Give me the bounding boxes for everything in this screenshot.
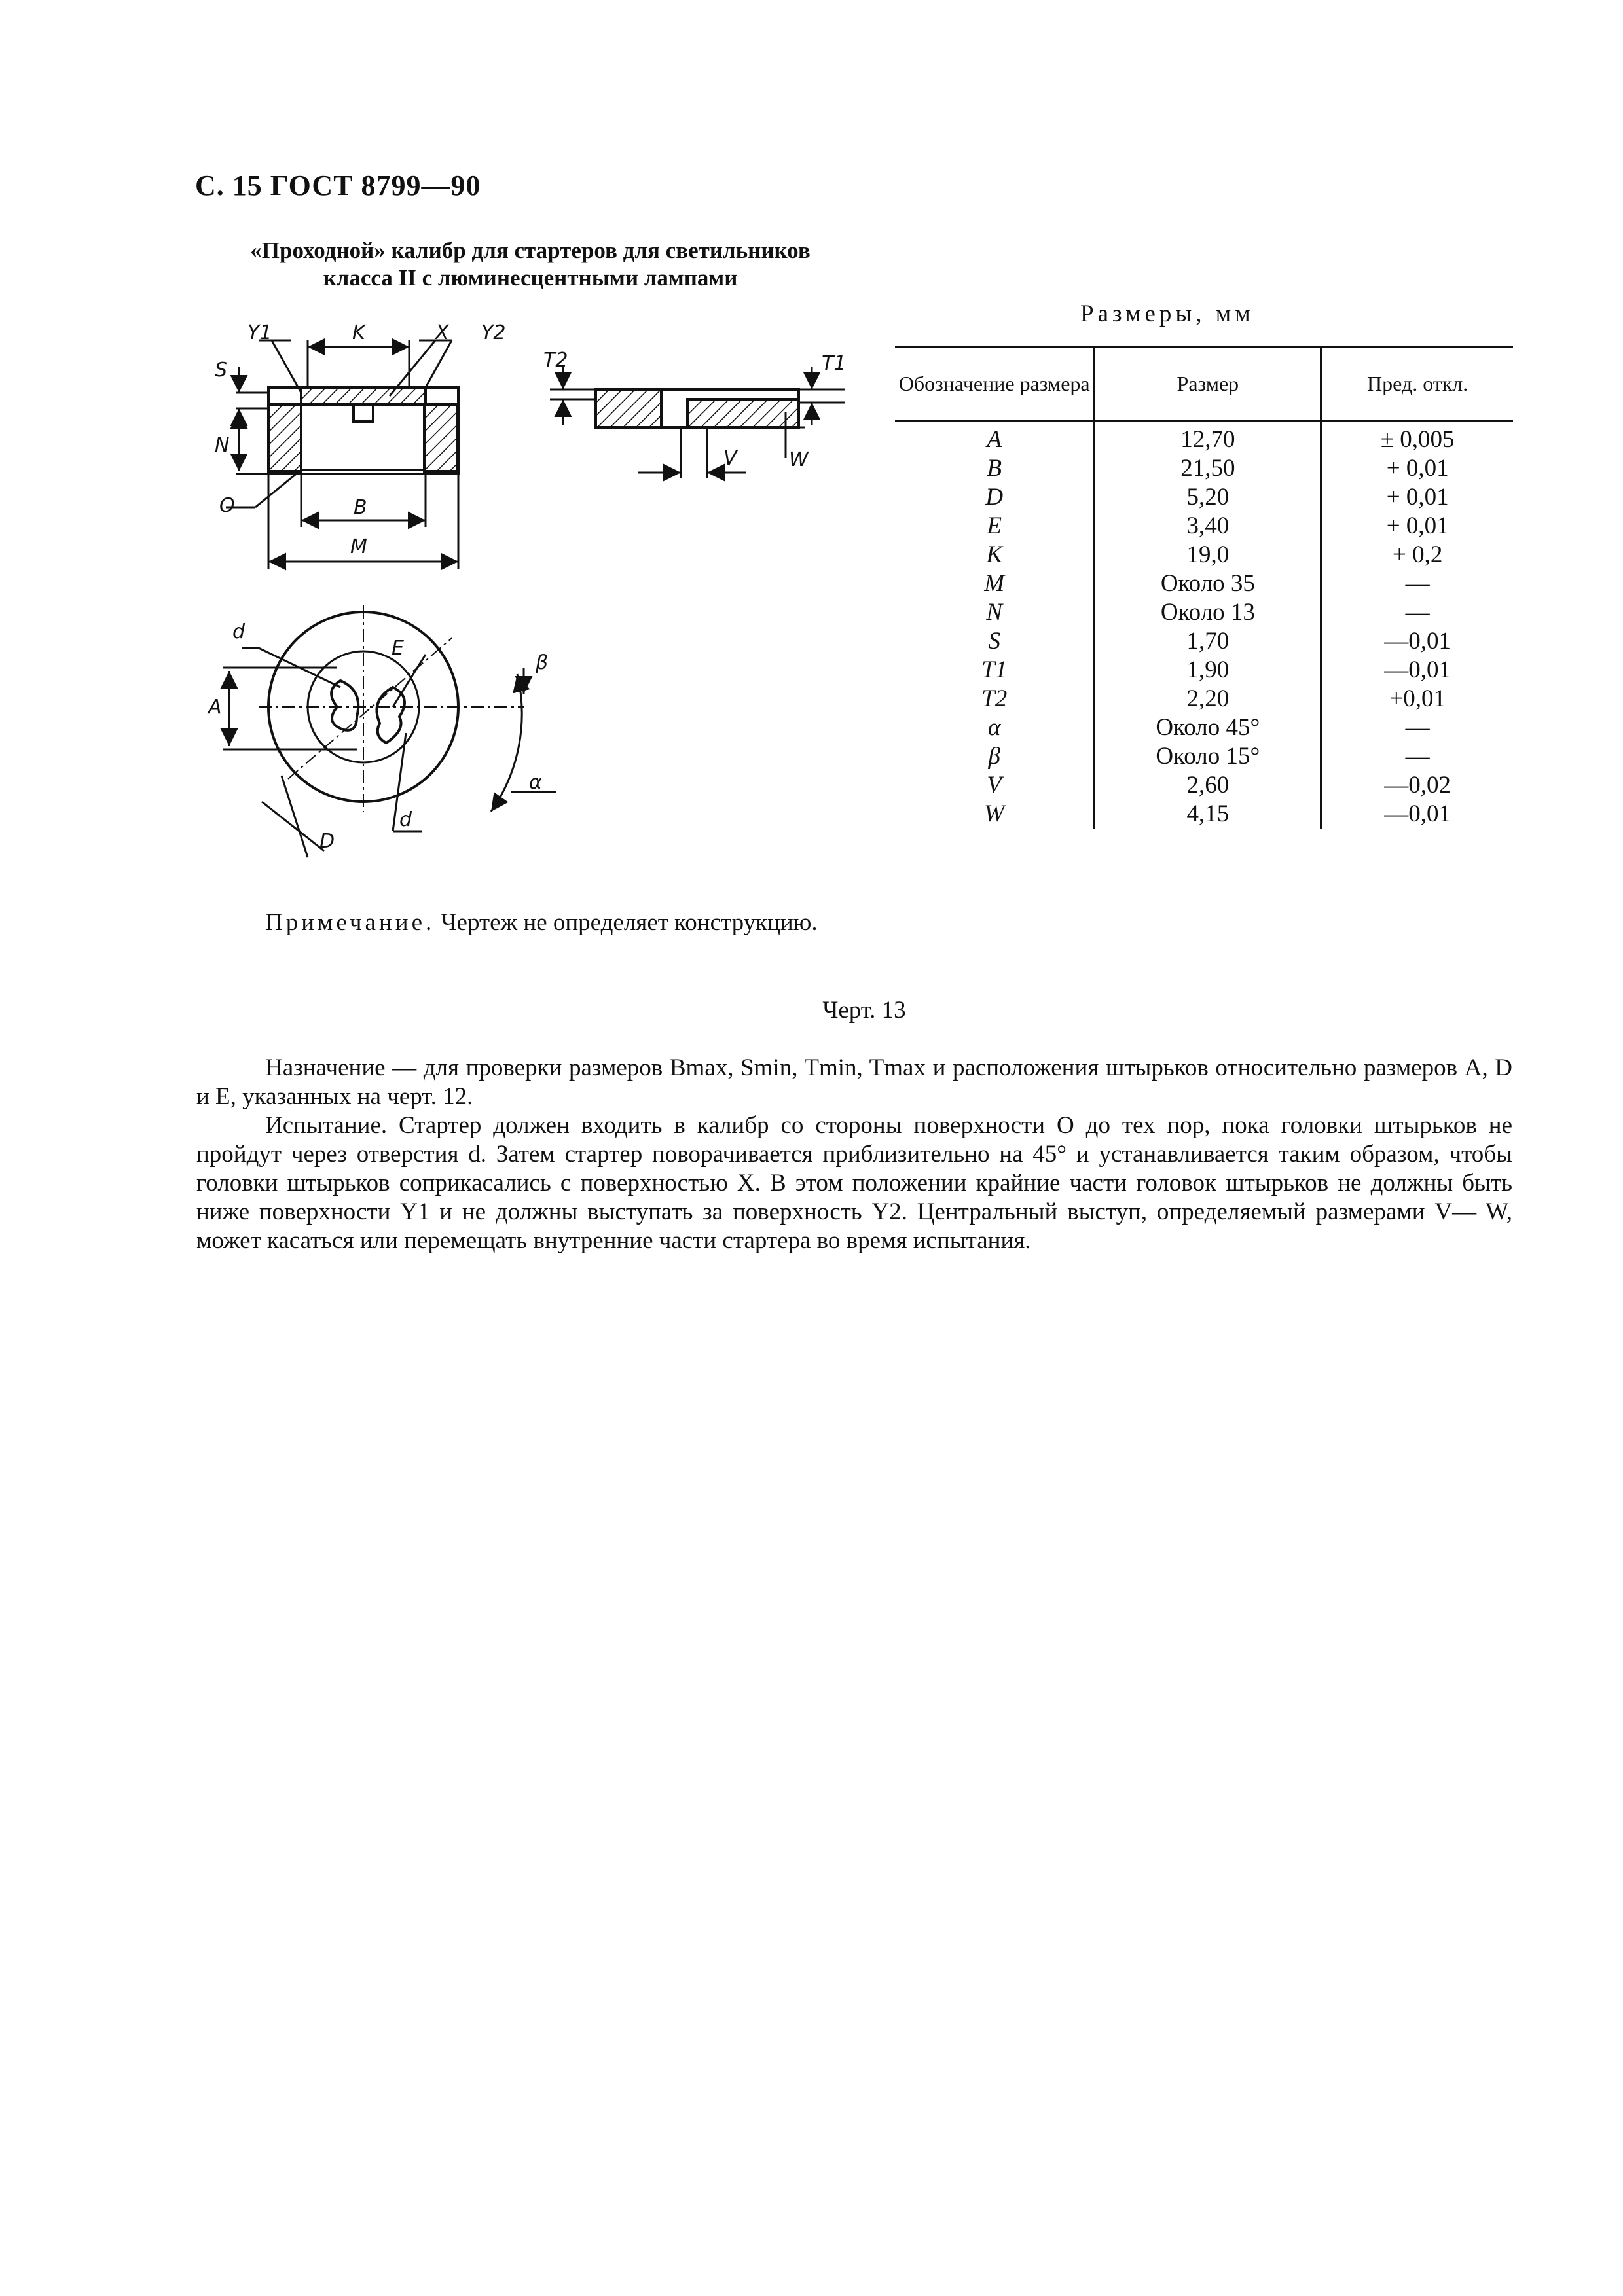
side-section-view — [226, 340, 458, 569]
row-size: Около 35 — [1095, 569, 1321, 598]
label-D: D — [319, 830, 335, 853]
row-tolerance: —0,01 — [1321, 800, 1513, 829]
row-size: 12,70 — [1095, 421, 1321, 455]
label-T1: T1 — [822, 352, 847, 375]
note-label: Примечание. — [265, 909, 435, 936]
label-d-bottom: d — [399, 808, 412, 831]
label-A: A — [208, 696, 222, 719]
row-tolerance: —0,02 — [1321, 771, 1513, 800]
units-label: Размеры, мм — [1080, 300, 1254, 327]
test-paragraph: Испытание. Стартер должен входить в калибр со стороны поверхности O до тех пор, пока головки штырьков не пройдут через отверстия d. Затем стартер поворачивается приблизительно на 45° и устанавливается таким образом, чтобы головки штырьков соприкасались с поверхностью X. В этом положении крайние части головок штырьков не должны быть ниже поверхности Y1 и не должны выступать за поверхность Y2. Центральный выступ, определяемый размерами V— W, может касаться или перемещать внутренние части стартера во время испытания. — [196, 1112, 1512, 1254]
purpose-paragraph: Назначение — для проверки размеров Bmax, Smin, Tmin, Tmax и расположения штырьков относительно размеров A, D и E, указанных на черт. 12. — [196, 1054, 1512, 1110]
label-W: W — [789, 448, 809, 471]
row-designation: S — [988, 628, 1000, 655]
row-size: 1,90 — [1095, 656, 1321, 685]
table-row — [895, 483, 1513, 512]
table-row — [895, 685, 1513, 713]
table-row — [895, 421, 1513, 455]
label-Y2: Y2 — [481, 321, 506, 344]
row-tolerance: ± 0,005 — [1321, 421, 1513, 455]
row-size: 21,50 — [1095, 454, 1321, 483]
table-row — [895, 598, 1513, 627]
row-designation: K — [986, 541, 1003, 568]
row-size: 2,60 — [1095, 771, 1321, 800]
row-size: 2,20 — [1095, 685, 1321, 713]
table-row — [895, 713, 1513, 742]
label-O: O — [219, 494, 235, 517]
drawing-note — [196, 907, 877, 938]
side-view-labels — [215, 321, 505, 558]
caption-line-1: «Проходной» калибр для стартеров для светильников — [250, 238, 811, 263]
row-size: 5,20 — [1095, 483, 1321, 512]
label-S: S — [215, 359, 228, 382]
column-header-designation: Обозначение размера — [895, 347, 1095, 421]
label-V: V — [723, 447, 737, 470]
row-designation: β — [988, 743, 1000, 770]
table-row — [895, 742, 1513, 771]
label-B: B — [354, 496, 367, 519]
row-tolerance: — — [1321, 569, 1513, 598]
row-size: 3,40 — [1095, 512, 1321, 541]
row-tolerance: —0,01 — [1321, 656, 1513, 685]
label-M: M — [350, 535, 367, 558]
page-header: С. 15 ГОСТ 8799—90 — [195, 170, 481, 202]
row-designation: V — [987, 772, 1002, 798]
column-header-tolerance: Пред. откл. — [1321, 347, 1513, 421]
label-E: E — [392, 637, 404, 660]
row-tolerance: — — [1321, 713, 1513, 742]
label-beta: β — [536, 651, 549, 674]
row-tolerance: + 0,01 — [1321, 512, 1513, 541]
row-size: Около 13 — [1095, 598, 1321, 627]
label-d-top: d — [232, 620, 246, 643]
label-Y1: Y1 — [247, 321, 272, 344]
row-designation: B — [987, 455, 1002, 482]
table-row — [895, 569, 1513, 598]
row-designation: α — [987, 714, 1001, 741]
row-designation: W — [984, 800, 1005, 827]
label-N: N — [215, 434, 230, 457]
table-row — [895, 454, 1513, 483]
row-designation: M — [984, 570, 1005, 597]
table-row — [895, 771, 1513, 800]
column-header-size: Размер — [1095, 347, 1321, 421]
row-tolerance: + 0,01 — [1321, 454, 1513, 483]
table-row — [895, 627, 1513, 656]
label-X: X — [435, 321, 449, 344]
row-tolerance: + 0,01 — [1321, 483, 1513, 512]
row-tolerance: —0,01 — [1321, 627, 1513, 656]
row-size: Около 45° — [1095, 713, 1321, 742]
dimensions-table-body — [895, 421, 1513, 829]
label-T2: T2 — [543, 349, 568, 372]
row-size: 1,70 — [1095, 627, 1321, 656]
table-row — [895, 512, 1513, 541]
note-text: Чертеж не определяет конструкцию. — [441, 909, 818, 936]
table-row — [895, 541, 1513, 569]
row-designation: E — [987, 512, 1002, 539]
table-row — [895, 800, 1513, 829]
dimensions-table — [895, 346, 1513, 829]
row-size: 19,0 — [1095, 541, 1321, 569]
row-tolerance: — — [1321, 742, 1513, 771]
table-row — [895, 656, 1513, 685]
row-designation: A — [987, 426, 1002, 453]
row-tolerance: +0,01 — [1321, 685, 1513, 713]
row-designation: D — [985, 484, 1004, 511]
row-designation: N — [986, 599, 1003, 626]
plan-view-labels — [207, 620, 548, 853]
plan-view — [223, 605, 556, 857]
row-designation: T1 — [981, 656, 1008, 683]
row-designation: T2 — [981, 685, 1008, 712]
row-tolerance: — — [1321, 598, 1513, 627]
table-header-row — [895, 347, 1513, 421]
body-text — [196, 1054, 1512, 1255]
row-size: Около 15° — [1095, 742, 1321, 771]
row-size: 4,15 — [1095, 800, 1321, 829]
caption-line-2: класса II с люминесцентными лампами — [323, 265, 738, 291]
row-tolerance: + 0,2 — [1321, 541, 1513, 569]
figure-number: Черт. 13 — [822, 997, 906, 1024]
label-K: K — [352, 321, 365, 344]
label-alpha: α — [529, 771, 542, 794]
